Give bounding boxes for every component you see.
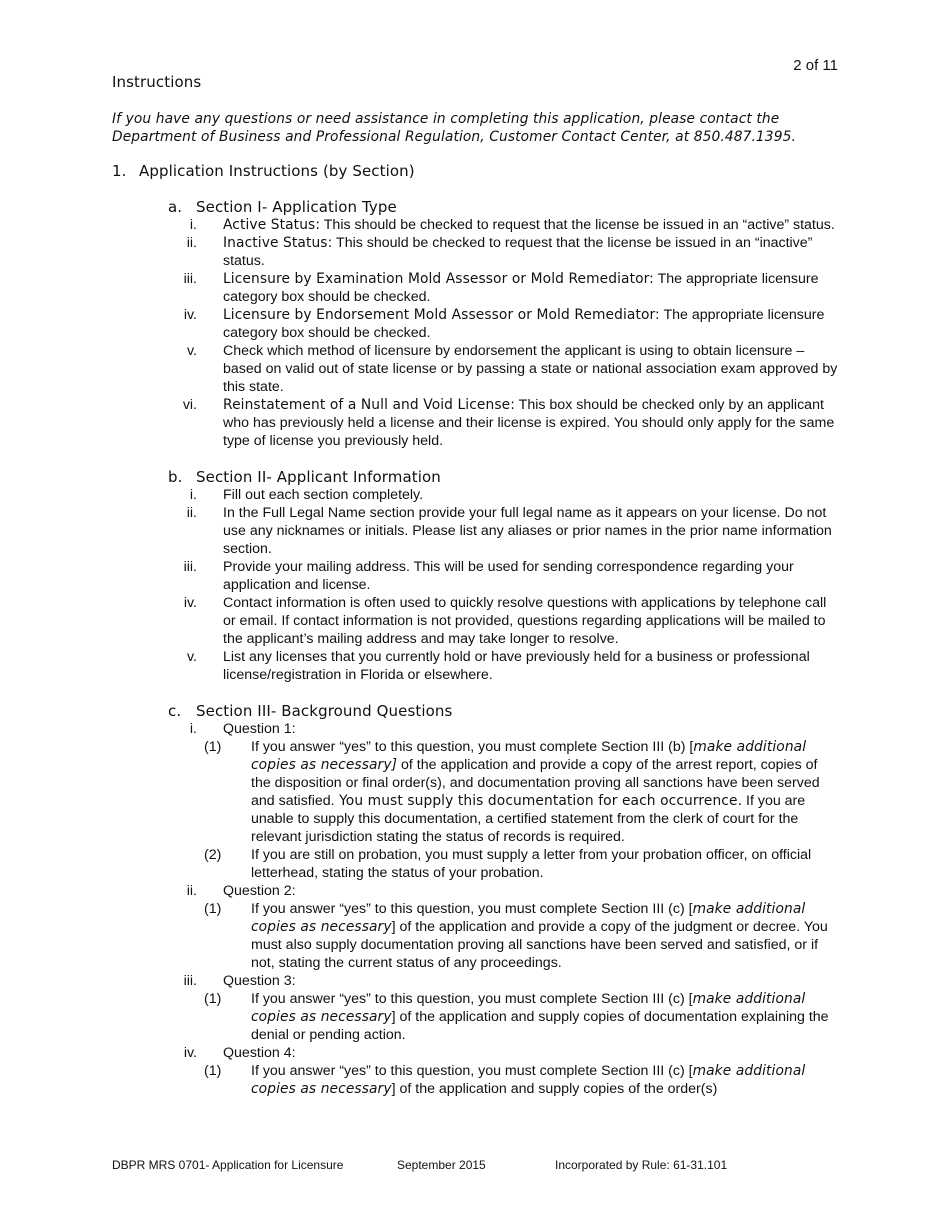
item-text: Fill out each section completely.	[223, 487, 424, 503]
item-text: The appropriate licensure category box should be checked.	[223, 271, 819, 305]
section-1-heading	[112, 162, 950, 180]
item-number: ii.	[186, 235, 197, 251]
page-heading: Instructions	[112, 73, 202, 91]
item-label: Licensure by Endorsement Mold Assessor or Mold Remediator:	[223, 307, 660, 323]
section-b-item	[0, 558, 950, 594]
sub-item-number: (1)	[204, 739, 222, 755]
section-1-number: 1.	[112, 162, 127, 180]
item-number: ii.	[186, 505, 197, 521]
section-b-number: b.	[168, 468, 183, 486]
paragraph-text: If you answer “yes” to this question, you must complete Section III (c) [	[251, 1063, 693, 1079]
item-text: Check which method of licensure by endorsement the applicant is using to obtain licensure – based on valid out of state license or by passing a state or national association exam approved by this state.	[223, 343, 838, 395]
question-4-heading	[0, 1044, 950, 1062]
question-4-paragraph-1	[0, 1062, 950, 1098]
section-a-number: a.	[168, 198, 183, 216]
sub-item-number: (2)	[204, 847, 222, 863]
paragraph-emphasis: make additional copies as necessary]	[251, 739, 807, 773]
section-a-item	[0, 306, 950, 342]
item-number: ii.	[186, 883, 197, 899]
section-c-heading	[0, 702, 950, 720]
section-1-title: Application Instructions (by Section)	[139, 162, 415, 180]
question-title: Question 3:	[223, 973, 296, 989]
footer-date: September 2015	[397, 1158, 486, 1172]
section-a-item	[0, 396, 950, 450]
paragraph-text: If you answer “yes” to this question, you must complete Section III (c) [	[251, 901, 693, 917]
paragraph-text: If you answer “yes” to this question, you must complete Section III (c) [	[251, 991, 693, 1007]
paragraph-text: ] of the application and supply copies of documentation explaining the denial or pending action.	[251, 1009, 829, 1043]
item-text: This should be checked to request that the license be issued in an “active” status.	[320, 217, 835, 233]
paragraph-text: of the application and provide a copy of the arrest report, copies of the disposition or final order(s), and documentation proving all sanctions have been served and satisfied.	[251, 757, 820, 809]
item-text: List any licenses that you currently hold or have previously held for a business or professional license/registration in Florida or elsewhere.	[223, 649, 810, 683]
paragraph-text: ] of the application and supply copies of the order(s)	[391, 1081, 718, 1097]
item-text: Provide your mailing address. This will be used for sending correspondence regarding your application and license.	[223, 559, 794, 593]
section-b-title: Section II- Applicant Information	[196, 468, 441, 486]
contact-note: If you have any questions or need assistance in completing this application, please contact the Department of Business and Professional Regulation, Customer Contact Center, at 850.487.1395.	[112, 111, 796, 145]
instructions-content	[0, 162, 950, 1098]
paragraph-text: If you answer “yes” to this question, you must complete Section III (b) [	[251, 739, 694, 755]
item-number: iv.	[183, 595, 197, 611]
footer-form-name: DBPR MRS 0701- Application for Licensure	[112, 1158, 344, 1172]
item-number: v.	[187, 649, 197, 665]
paragraph-emphasis: make additional copies as necessary	[251, 1063, 806, 1097]
section-b-item	[0, 504, 950, 558]
item-number: i.	[189, 217, 197, 233]
item-text: This should be checked to request that the license be issued in an “inactive” status.	[223, 235, 813, 269]
section-a-item	[0, 216, 950, 234]
page-number: 2 of 11	[793, 57, 838, 74]
question-1-heading	[0, 720, 950, 738]
item-text: The appropriate licensure category box should be checked.	[223, 307, 825, 341]
item-number: v.	[187, 343, 197, 359]
item-number: vi.	[182, 397, 197, 413]
item-label: Active Status:	[223, 217, 321, 233]
item-label: Reinstatement of a Null and Void License:	[223, 397, 515, 413]
item-number: iii.	[183, 559, 197, 575]
section-a-title: Section I- Application Type	[196, 198, 397, 216]
question-2-heading	[0, 882, 950, 900]
paragraph-text: ] of the application and provide a copy of the judgment or decree. You must also supply documentation proving all sanctions have been served and satisfied, or if not, stating the current status of any proceedings.	[251, 919, 828, 971]
sub-item-number: (1)	[204, 1063, 222, 1079]
item-label: Inactive Status:	[223, 235, 333, 251]
paragraph-text: If you are still on probation, you must supply a letter from your probation officer, on official letterhead, stating the status of your probation.	[251, 847, 812, 881]
item-number: iv.	[183, 307, 197, 323]
paragraph-highlight: You must supply this documentation for each occurrence.	[334, 793, 743, 809]
sub-item-number: (1)	[204, 991, 222, 1007]
section-b-item	[0, 648, 950, 684]
question-title: Question 1:	[223, 721, 296, 737]
question-title: Question 2:	[223, 883, 296, 899]
question-1-paragraph-2	[0, 846, 950, 882]
section-b-heading	[0, 468, 950, 486]
item-text: In the Full Legal Name section provide your full legal name as it appears on your license. Do not use any nicknames or initials. Please list any aliases or prior names in the prior name information section.	[223, 505, 832, 557]
section-a-item	[0, 270, 950, 306]
paragraph-emphasis: make additional copies as necessary	[251, 901, 806, 935]
section-c-title: Section III- Background Questions	[196, 702, 453, 720]
paragraph-emphasis: make additional copies as necessary	[251, 991, 806, 1025]
paragraph-text: If you are unable to supply this documentation, a certified statement from the clerk of court for the relevant jurisdiction stating the status of records is required.	[251, 793, 806, 845]
section-a-heading	[0, 198, 950, 216]
question-2-paragraph-1	[0, 900, 950, 972]
section-b-item	[0, 594, 950, 648]
page-footer	[112, 1158, 727, 1172]
item-text: Contact information is often used to quickly resolve questions with applications by telephone call or email. If contact information is not provided, questions regarding applications will be mailed to the applicant’s mailing address and may take longer to resolve.	[223, 595, 827, 647]
question-3-heading	[0, 972, 950, 990]
footer-rule: Incorporated by Rule: 61-31.101	[555, 1158, 728, 1172]
item-label: Licensure by Examination Mold Assessor or Mold Remediator:	[223, 271, 654, 287]
item-number: iii.	[183, 271, 197, 287]
item-number: i.	[189, 487, 197, 503]
item-number: iv.	[183, 1045, 197, 1061]
question-title: Question 4:	[223, 1045, 296, 1061]
question-3-paragraph-1	[0, 990, 950, 1044]
item-number: iii.	[183, 973, 197, 989]
section-a-item	[0, 342, 950, 396]
item-number: i.	[189, 721, 197, 737]
section-c-number: c.	[168, 702, 182, 720]
section-b-item	[0, 486, 950, 504]
question-1-paragraph-1	[0, 738, 950, 846]
section-a-item	[0, 234, 950, 270]
item-text: This box should be checked only by an applicant who has previously held a license and their license is expired. You should only apply for the same type of license you previously held.	[223, 397, 835, 449]
sub-item-number: (1)	[204, 901, 222, 917]
